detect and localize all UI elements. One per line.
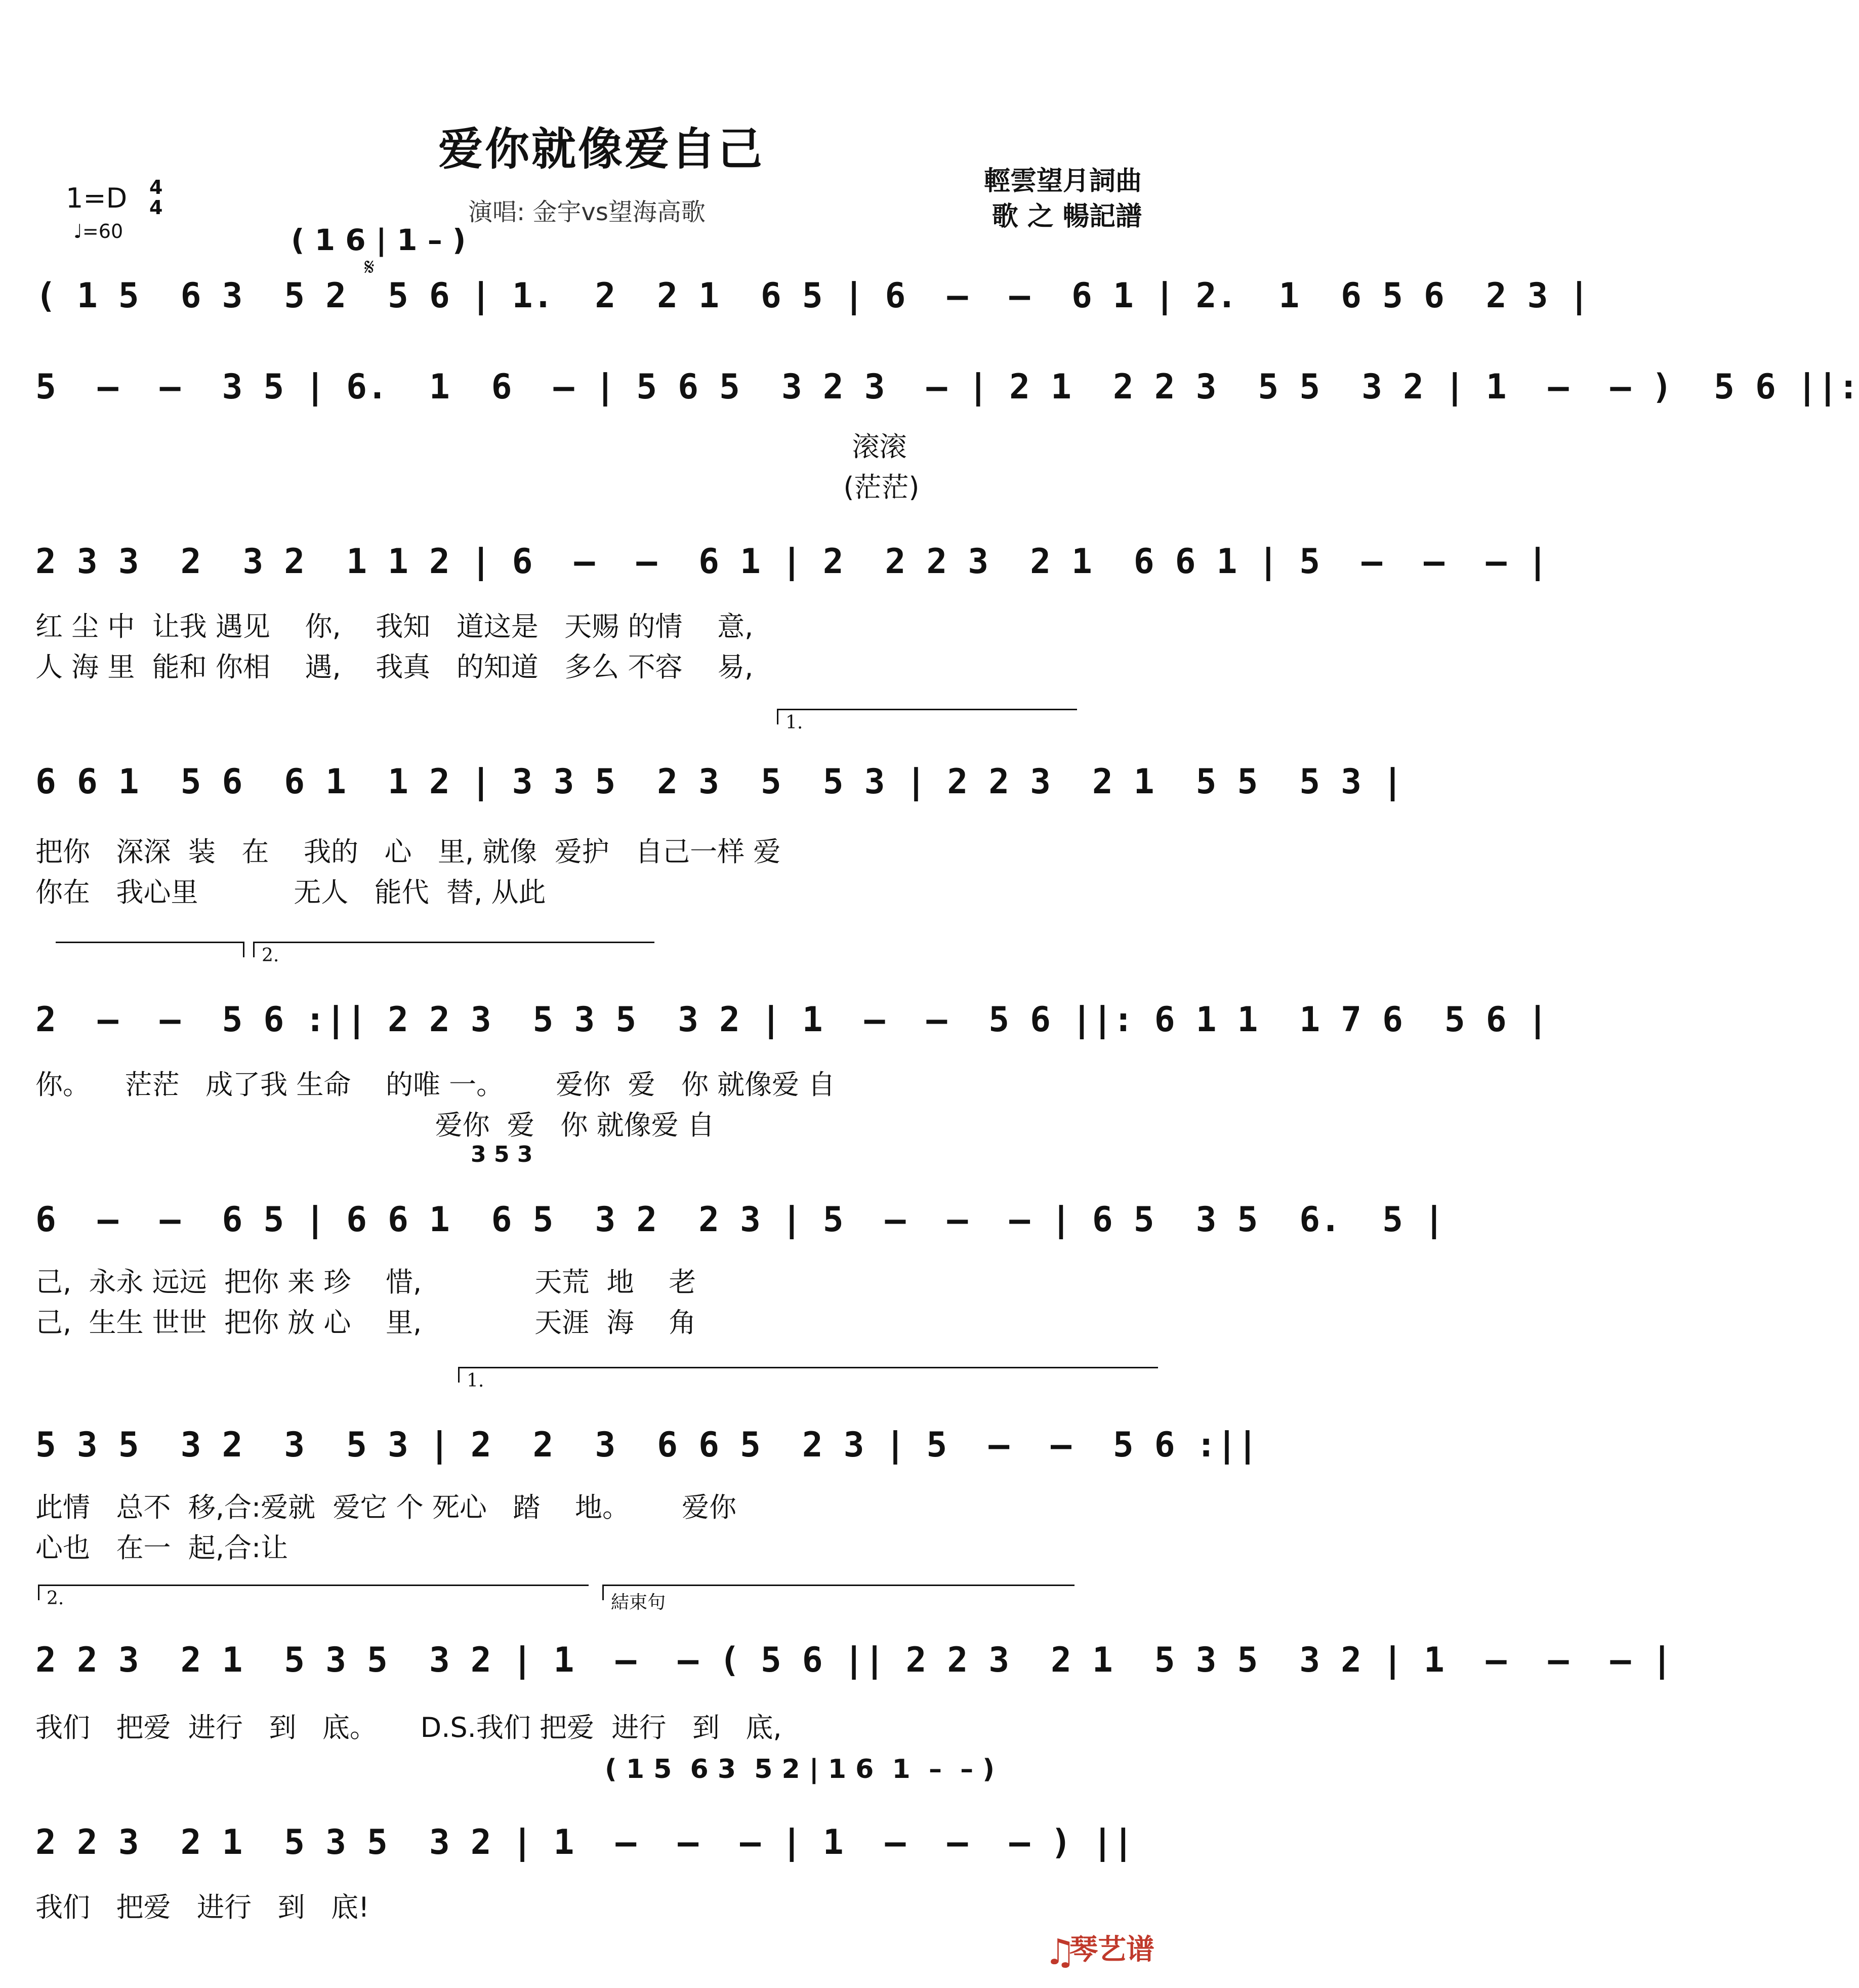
- time-signature: [149, 177, 162, 218]
- notation-row-2: 5 – – 3 5 | 6. 1 6 – | 5 6 5 3 2 3 – | 2 1 2 2 3 5 5 3 2 | 1 – – ) 5 6 ||:: [35, 367, 1859, 407]
- song-title: 爱你就像爱自己: [438, 123, 764, 175]
- coda-label: 結束句: [611, 1592, 666, 1613]
- volta-ending-2b: [38, 1585, 589, 1609]
- tempo-mark: ♩=60: [73, 220, 123, 242]
- lyrics-row-7-verse1: 此情 总不 移,合:爱就 爱它 个 死心 踏 地。 爱你: [35, 1491, 736, 1523]
- notation-row-6: 6 – – 6 5 | 6 6 1 6 5 3 2 2 3 | 5 – – – | 6 5 3 5 6. 5 |: [35, 1200, 1444, 1240]
- lyrics-row-9-verse1: 我们 把爱 进行 到 底!: [35, 1891, 369, 1923]
- volta-ending-1b: [458, 1367, 1158, 1391]
- volta-label: 2.: [47, 1588, 64, 1609]
- lyrics-row-2-verse1: 滚滚: [35, 431, 907, 463]
- coda-intro: ( 1 5 6 3 5 2 | 1 6 1 – – ): [605, 1754, 995, 1784]
- volta-label: 2.: [262, 945, 279, 966]
- notation-row-8: 2 2 3 2 1 5 3 5 3 2 | 1 – – ( 5 6 || 2 2 3 2 1 5 3 5 3 2 | 1 – – – |: [35, 1640, 1673, 1680]
- watermark-text: 琴艺谱: [1069, 1933, 1154, 1966]
- music-logo-icon: ♫: [1044, 1931, 1076, 1973]
- time-top: 4: [149, 176, 163, 198]
- notation-row-4: 6 6 1 5 6 6 1 1 2 | 3 3 5 2 3 5 5 3 | 2 2 3 2 1 5 5 5 3 |: [35, 762, 1403, 802]
- notation-row-3: 2 3 3 2 3 2 1 1 2 | 6 – – 6 1 | 2 2 2 3 2 1 6 6 1 | 5 – – – |: [35, 542, 1548, 582]
- volta-ending-1-end: [56, 942, 244, 957]
- time-bottom: 4: [149, 196, 163, 219]
- lyrics-row-4-verse2: 你在 我心里 无人 能代 替, 从此: [35, 876, 546, 908]
- credit-lyrics-composer: 輕雲望月詞曲: [983, 166, 1142, 196]
- credit-transcriber: 歌 之 暢記譜: [992, 201, 1142, 232]
- lyrics-row-3-verse2: 人 海 里 能和 你相 遇, 我真 的知道 多么 不容 易,: [35, 651, 754, 683]
- lyrics-row-2-verse2: (茫茫): [35, 471, 920, 503]
- notation-row-9: 2 2 3 2 1 5 3 5 3 2 | 1 – – – | 1 – – – ) ||: [35, 1822, 1134, 1862]
- singer-credit: 演唱: 金宇vs望海高歌: [468, 198, 706, 226]
- segno-icon: 𝄋: [364, 253, 375, 280]
- notation-row-1: ( 1 5 6 3 5 2 5 6 | 1. 2 2 1 6 5 | 6 – – 6 1 | 2. 1 6 5 6 2 3 |: [35, 276, 1590, 316]
- notation-row-5: 2 – – 5 6 :|| 2 2 3 5 3 5 3 2 | 1 – – 5 6 ||: 6 1 1 1 7 6 5 6 |: [35, 1000, 1548, 1040]
- key-signature: 1=D: [66, 182, 128, 214]
- lyrics-row-6-verse1: 己, 永永 远远 把你 来 珍 惜, 天荒 地 老: [35, 1266, 696, 1298]
- notation-row-7: 5 3 5 3 2 3 5 3 | 2 2 3 6 6 5 2 3 | 5 – – 5 6 :||: [35, 1425, 1258, 1465]
- volta-label: 1.: [786, 712, 803, 733]
- lyrics-row-3-verse1: 红 尘 中 让我 遇见 你, 我知 道这是 天赐 的情 意,: [35, 611, 754, 642]
- coda-bracket: [602, 1585, 1075, 1613]
- volta-ending-2: [253, 942, 654, 966]
- lyrics-row-7-verse2: 心也 在一 起,合:让: [35, 1532, 288, 1564]
- volta-ending-1: [777, 709, 1077, 733]
- lyrics-row-5-verse2: 爱你 爱 你 就像爱 自: [35, 1109, 715, 1141]
- chord-annotation: 3 5 3: [471, 1142, 533, 1167]
- volta-label: 1.: [467, 1370, 484, 1391]
- lyrics-row-5-verse1: 你。 茫茫 成了我 生命 的唯 一。 爱你 爱 你 就像爱 自: [35, 1069, 836, 1101]
- lyrics-row-8-verse1: 我们 把爱 进行 到 底。 D.S.我们 把爱 进行 到 底,: [35, 1712, 782, 1743]
- lyrics-row-4-verse1: 把你 深深 装 在 我的 心 里, 就像 爱护 自己一样 爱: [35, 836, 781, 868]
- lyrics-row-6-verse2: 己, 生生 世世 把你 放 心 里, 天涯 海 角: [35, 1307, 696, 1338]
- prelude-note: ( 1 6 | 1 – ): [291, 223, 466, 257]
